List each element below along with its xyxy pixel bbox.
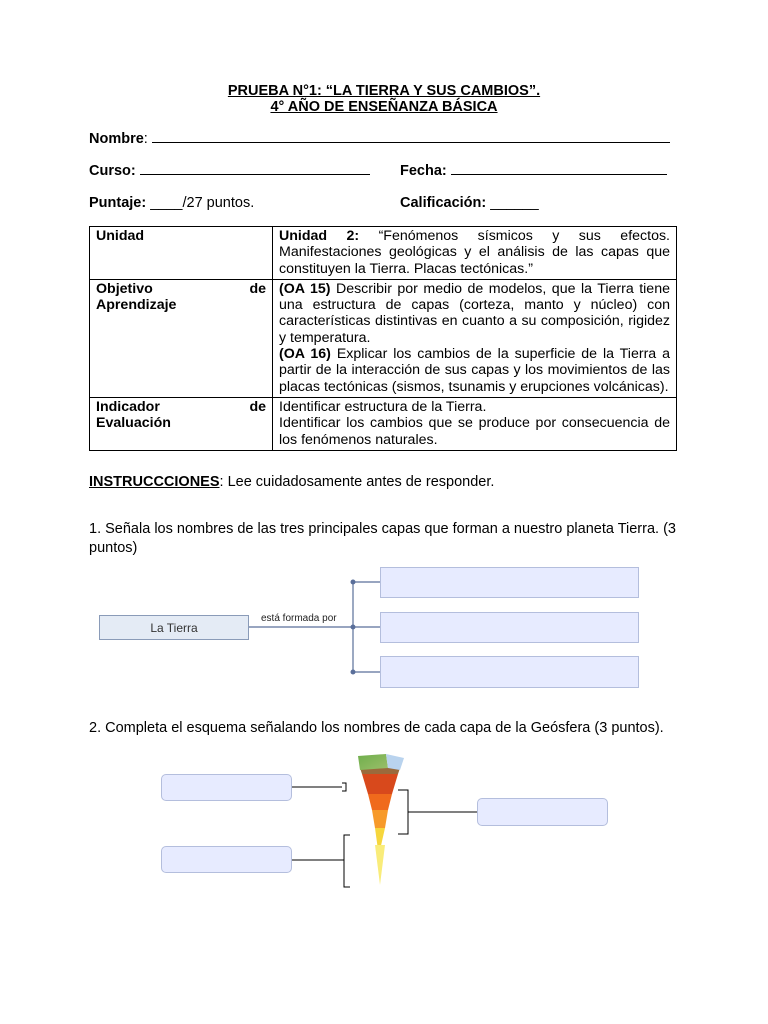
unidad-label: Unidad bbox=[90, 227, 273, 280]
table-row bbox=[90, 227, 677, 280]
instructions-text: : Lee cuidadosamente antes de responder. bbox=[219, 474, 495, 490]
puntaje-row bbox=[89, 195, 254, 211]
la-tierra-box bbox=[99, 615, 249, 640]
test-title: PRUEBA N°1: “LA TIERRA Y SUS CAMBIOS”. bbox=[227, 83, 541, 99]
curso-row bbox=[89, 162, 370, 179]
oa16-text: Explicar los cambios de la superficie de la Tierra a partir de la interacción de sus capas y los movimientos de las placas tectónicas (sismos, tsunamis y erupciones volcánicas). bbox=[279, 346, 670, 395]
indicador-line1: Identificar estructura de la Tierra. bbox=[279, 398, 487, 415]
answer-box-layer-3[interactable] bbox=[380, 656, 639, 688]
indicador-label-b: de bbox=[249, 398, 266, 415]
fecha-row bbox=[400, 162, 667, 179]
table-row bbox=[90, 279, 677, 397]
nombre-row bbox=[89, 130, 679, 147]
oa16-code: (OA 16) bbox=[279, 346, 331, 363]
indicador-label-cell bbox=[90, 397, 273, 450]
land-surface bbox=[358, 754, 388, 770]
connector-label: está formada por bbox=[261, 613, 337, 624]
test-subtitle: 4° AÑO DE ENSEÑANZA BÁSICA bbox=[270, 99, 498, 115]
objetivo-label-b: de bbox=[249, 280, 266, 297]
question-1-text: 1. Señala los nombres de las tres principales capas que forman a nuestro planeta Tierra. (3 puntos) bbox=[89, 521, 676, 556]
outer-core-layer bbox=[372, 810, 388, 828]
nombre-colon: : bbox=[143, 131, 148, 147]
objetivo-label-c: Aprendizaje bbox=[96, 297, 177, 314]
answer-box-layer-1[interactable] bbox=[380, 567, 639, 598]
lower-mantle-layer bbox=[368, 794, 392, 810]
ocean-surface bbox=[386, 754, 404, 770]
upper-mantle-layer bbox=[362, 774, 398, 794]
curso-field[interactable] bbox=[140, 162, 370, 175]
fecha-label: Fecha: bbox=[400, 163, 447, 179]
calificacion-value[interactable]: ______ bbox=[490, 195, 539, 211]
geosphere-answer-box-3[interactable] bbox=[477, 798, 608, 826]
curso-label: Curso: bbox=[89, 163, 136, 179]
unidad-content bbox=[273, 227, 677, 280]
geosphere-answer-box-1[interactable] bbox=[161, 774, 292, 801]
geosphere-answer-box-2[interactable] bbox=[161, 846, 292, 873]
instructions-label: INSTRUCCCIONES bbox=[89, 474, 220, 490]
objetivo-label-a: Objetivo bbox=[96, 280, 153, 297]
objetivo-content bbox=[273, 279, 677, 397]
calificacion-row bbox=[400, 195, 539, 211]
oa15-text: Describir por medio de modelos, que la Tierra tiene una estructura de capas (corteza, manto y núcleo) con características distintivas en cuanto a su composición, rigidez y temperatura. bbox=[279, 280, 670, 346]
calificacion-label: Calificación: bbox=[400, 195, 487, 211]
objetivo-label-cell bbox=[90, 279, 273, 397]
table-row bbox=[90, 397, 677, 450]
q1-connector-lines bbox=[248, 570, 388, 680]
indicador-content bbox=[273, 397, 677, 450]
nombre-label: Nombre bbox=[89, 131, 144, 147]
unidad-number: Unidad 2: bbox=[279, 228, 360, 244]
geosphere-diagram bbox=[290, 750, 480, 895]
oa15-code: (OA 15) bbox=[279, 280, 331, 297]
la-tierra-label: La Tierra bbox=[150, 620, 198, 635]
question-2-text: 2. Completa el esquema señalando los nombres de cada capa de la Geósfera (3 puntos). bbox=[89, 720, 664, 736]
curriculum-table bbox=[89, 226, 677, 451]
puntaje-value[interactable]: ____/27 puntos. bbox=[150, 195, 255, 211]
puntaje-label: Puntaje: bbox=[89, 195, 147, 211]
nombre-field[interactable] bbox=[152, 130, 670, 143]
answer-box-layer-2[interactable] bbox=[380, 612, 639, 643]
indicador-label-a: Indicador bbox=[96, 398, 160, 415]
indicador-label-c: Evaluación bbox=[96, 415, 171, 432]
core-tip bbox=[375, 845, 385, 885]
instructions bbox=[89, 474, 494, 490]
fecha-field[interactable] bbox=[451, 162, 667, 175]
indicador-line2: Identificar los cambios que se produce por consecuencia de los fenómenos naturales. bbox=[279, 415, 670, 448]
unidad-description: “Fenómenos sísmicos y sus efectos. Manifestaciones geológicas y el análisis de las capas que constituyen la Tierra. Placas tectónicas.” bbox=[279, 228, 670, 277]
